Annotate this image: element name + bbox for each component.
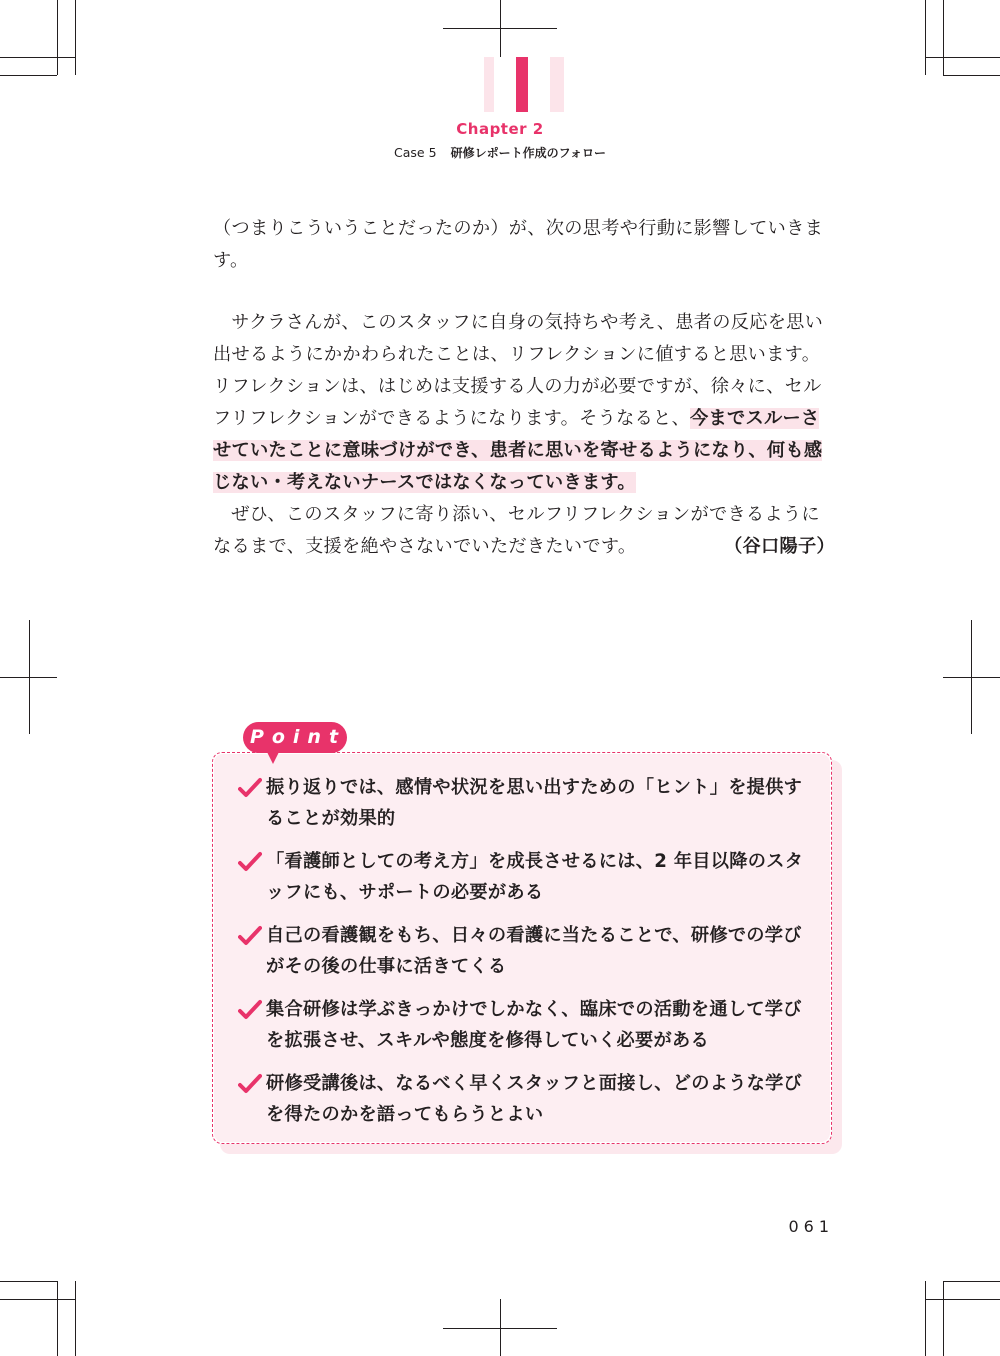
point-tag: Point: [243, 722, 347, 753]
paragraph-2: [213, 307, 835, 499]
body-text: [213, 213, 835, 563]
point-item-text: 振り返りでは、感情や状況を思い出すための「ヒント」を提供することが効果的: [266, 777, 803, 829]
checkmark-icon: [238, 925, 262, 947]
point-item: [238, 920, 818, 982]
point-item: [238, 994, 818, 1056]
point-tag-tail: [266, 750, 280, 764]
point-item-text: 「看護師としての考え方」を成長させるには、2 年目以降のスタッフにも、サポートの必要がある: [266, 851, 804, 903]
checkmark-icon: [238, 851, 262, 873]
checkmark-icon: [238, 999, 262, 1021]
paragraph-3-text: ぜひ、このスタッフに寄り添い、セルフリフレクションができるようになるまで、支援を絶やさないでいただきたいです。: [213, 504, 820, 557]
point-item: [238, 772, 818, 834]
chapter-title: Chapter 2: [456, 120, 544, 138]
paragraph-3: [213, 499, 835, 563]
point-item-text: 研修受講後は、なるべく早くスタッフと面接し、どのような学びを得たのかを語ってもらうとよい: [266, 1073, 803, 1125]
checkmark-icon: [238, 777, 262, 799]
point-list: [238, 772, 818, 1142]
paragraph-1: （つまりこういうことだったのか）が、次の思考や行動に影響していきます。: [213, 218, 824, 271]
point-item: [238, 1068, 818, 1130]
point-item: [238, 846, 818, 908]
paragraph-2-text: サクラさんが、このスタッフに自身の気持ちや考え、患者の反応を思い出せるようにかかわられたことは、リフレクションに値すると思います。リフレクションは、はじめは支援する人の力が必要ですが、徐々に、セルフリフレクションができるようになります。そうなると、: [213, 312, 824, 429]
paragraph-2-highlight: 今までスルーさせていたことに意味づけができ、患者に思いを寄せるようになり、何も感じない・考えないナースではなくなっていきます。: [213, 408, 823, 493]
point-item-text: 集合研修は学ぶきっかけでしかなく、臨床での活動を通して学びを拡張させ、スキルや態度を修得していく必要がある: [266, 999, 802, 1051]
point-item-text: 自己の看護観をもち、日々の看護に当たることで、研修での学びがその後の仕事に活きてくる: [266, 925, 802, 977]
page-number: 061: [788, 1217, 834, 1236]
checkmark-icon: [238, 1073, 262, 1095]
case-title: 研修レポート作成のフォロー: [450, 146, 606, 160]
chapter-decoration-bars: [484, 57, 564, 112]
case-label: Case 5: [394, 145, 437, 160]
case-line: [0, 144, 1000, 161]
author-credit: （谷口陽子）: [724, 536, 835, 557]
